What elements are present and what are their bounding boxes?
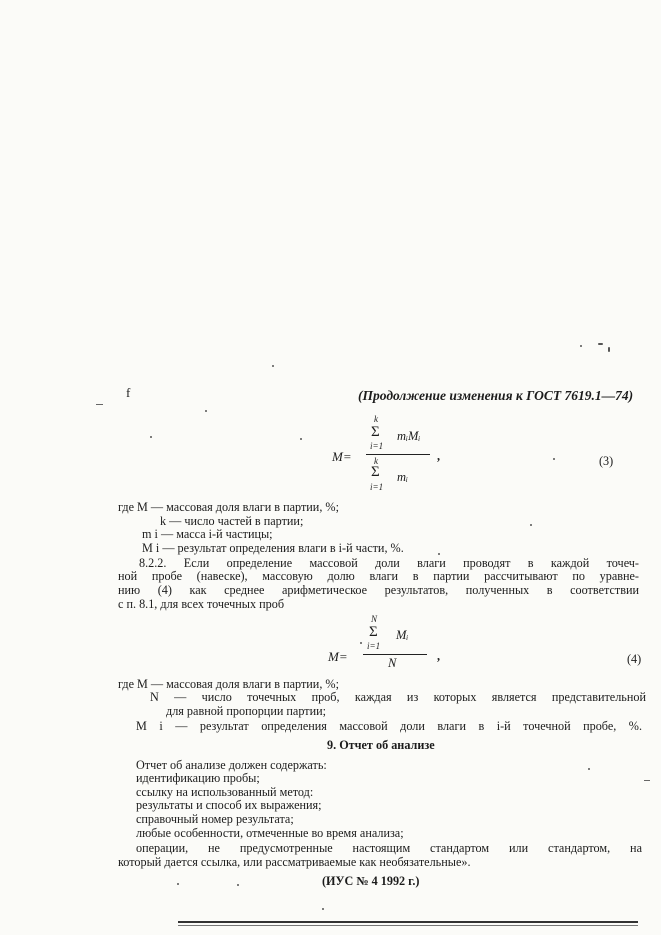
sum-sign: Σ bbox=[371, 424, 380, 440]
definition-line: где M — массовая доля влаги в партии, %; bbox=[118, 677, 339, 691]
formula-lhs: M= bbox=[328, 649, 348, 664]
sum-lower-limit: i=1 bbox=[367, 641, 381, 651]
definition-line: M i — результат определения массовой доли влаги в i-й точечной пробе, %. bbox=[136, 719, 642, 733]
scan-speck bbox=[530, 524, 532, 526]
sum-sign: Σ bbox=[369, 624, 378, 640]
scan-speck bbox=[580, 345, 582, 347]
formula-separator: , bbox=[437, 649, 441, 663]
scan-mark: f bbox=[126, 385, 131, 400]
page-bottom-rule bbox=[178, 925, 638, 926]
list-item: операции, не предусмотренные настоящим стандартом или стандартом, на bbox=[136, 841, 642, 855]
definition-line: N — число точечных проб, каждая из которых является представительной bbox=[150, 690, 646, 704]
scan-speck bbox=[237, 884, 239, 886]
paragraph-line: с п. 8.1, для всех точечных проб bbox=[118, 597, 285, 611]
paragraph-line: 8.2.2. Если определение массовой доли влаги проводят в каждой точеч- bbox=[139, 556, 639, 570]
formula-number: (4) bbox=[627, 652, 642, 666]
definition-line: M i — результат определения влаги в i-й части, %. bbox=[142, 541, 404, 555]
continuation-header: (Продолжение изменения к ГОСТ 7619.1—74) bbox=[358, 388, 634, 403]
scan-speck bbox=[644, 780, 650, 781]
scan-speck bbox=[272, 365, 274, 367]
formula-separator: , bbox=[437, 449, 441, 463]
sum-lower-limit: i=1 bbox=[370, 441, 384, 451]
formula-lhs: M= bbox=[332, 449, 352, 464]
denominator-term: N bbox=[388, 656, 397, 670]
list-item: ссылку на использованный метод: bbox=[136, 785, 314, 799]
scan-speck bbox=[96, 404, 103, 405]
numerator-term: mᵢMᵢ bbox=[397, 429, 421, 443]
sum-upper-limit: N bbox=[371, 614, 378, 624]
list-item-continuation: который дается ссылка, или рассматриваемые как необязательные». bbox=[118, 855, 471, 869]
formula-number: (3) bbox=[599, 454, 614, 468]
sum-upper-limit: k bbox=[374, 456, 378, 466]
sum-lower-limit: i=1 bbox=[370, 482, 384, 492]
scan-speck bbox=[322, 908, 324, 910]
fraction-bar bbox=[363, 654, 427, 655]
sum-sign: Σ bbox=[371, 464, 380, 480]
numerator-term: Mᵢ bbox=[396, 628, 409, 642]
scan-speck bbox=[608, 347, 610, 352]
paragraph-line: ной пробе (навеске), массовую долю влаги в партии рассчитывают по уравне- bbox=[118, 569, 639, 583]
section-title: 9. Отчет об анализе bbox=[327, 738, 435, 752]
scan-speck bbox=[588, 768, 590, 770]
fraction-bar bbox=[366, 454, 430, 455]
page-bottom-rule bbox=[178, 921, 638, 923]
definition-line: k — число частей в партии; bbox=[160, 514, 304, 528]
scan-speck bbox=[177, 883, 179, 885]
formula-4 bbox=[330, 612, 650, 674]
paragraph-line: нию (4) как среднее арифметическое результатов, полученных в соответствии bbox=[118, 583, 639, 597]
scan-speck bbox=[205, 410, 207, 412]
scan-speck bbox=[300, 438, 302, 440]
section-intro: Отчет об анализе должен содержать: bbox=[136, 758, 327, 772]
scan-speck bbox=[598, 343, 603, 345]
scan-speck bbox=[438, 553, 440, 555]
amendment-source: (ИУС № 4 1992 г.) bbox=[322, 874, 420, 888]
list-item: справочный номер результата; bbox=[136, 812, 294, 826]
list-item: результаты и способ их выражения; bbox=[136, 798, 322, 812]
sum-upper-limit: k bbox=[374, 414, 378, 424]
scan-speck bbox=[150, 436, 152, 438]
definition-line: для равной пропорции партии; bbox=[166, 704, 327, 718]
denominator-term: mᵢ bbox=[397, 470, 409, 484]
formula-3 bbox=[330, 412, 630, 497]
definition-line: m i — масса i-й частицы; bbox=[142, 527, 273, 541]
definition-line: где M — массовая доля влаги в партии, %; bbox=[118, 500, 339, 514]
list-item: любые особенности, отмеченные во время анализа; bbox=[136, 826, 404, 840]
list-item: идентификацию пробы; bbox=[136, 771, 260, 785]
